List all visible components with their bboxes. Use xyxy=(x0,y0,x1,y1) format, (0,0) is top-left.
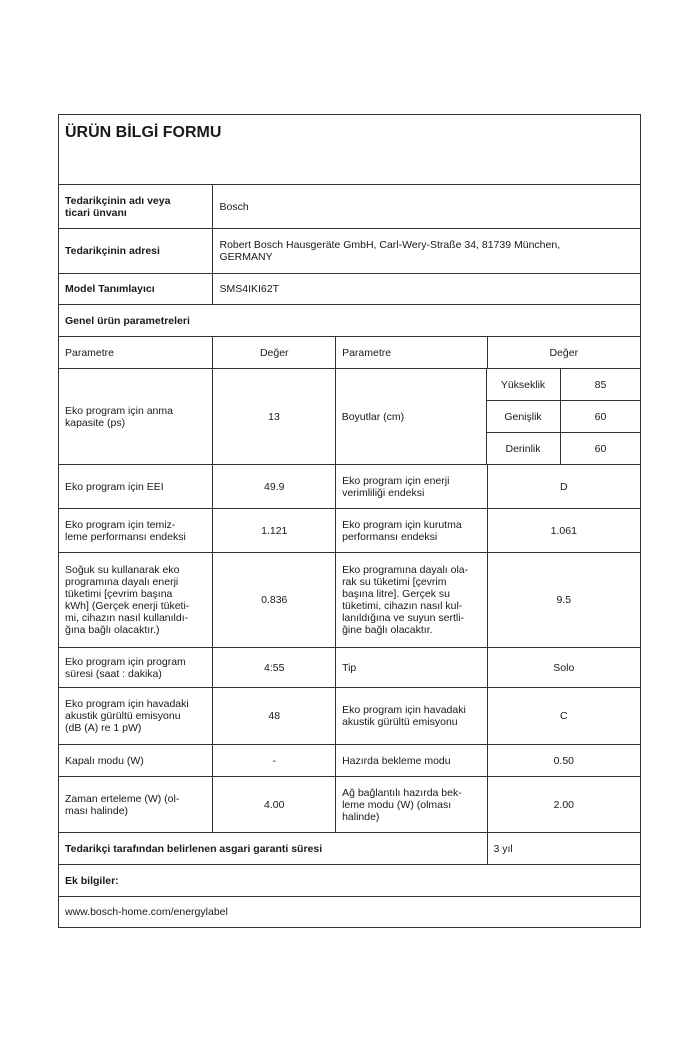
supplier-label: Tedarikçinin adı veya ticari ünvanı xyxy=(65,194,171,219)
param-value: C xyxy=(487,688,640,744)
param-label: Eko programına dayalı ola- rak su tüketimi [çevrim başına litre]. Gerçek su tüketimi, cihazın nasıl kul- lanıldığına ve suyun sertli- ğine bağlı olacaktır. xyxy=(335,553,486,647)
param-value: Solo xyxy=(487,648,640,687)
general-heading-row xyxy=(59,304,640,336)
table-row xyxy=(59,776,640,832)
param-label: Eko program için kurutma performansı endeksi xyxy=(335,509,486,552)
param-value: 4.00 xyxy=(212,777,335,832)
dimension-width-row xyxy=(487,400,641,432)
table-row xyxy=(59,464,640,508)
param-value: 1.121 xyxy=(212,509,335,552)
param-label: Zaman erteleme (W) (ol- ması halinde) xyxy=(65,792,180,817)
param-value: 0.836 xyxy=(212,553,335,647)
param-value: 1.061 xyxy=(487,509,640,552)
table-row xyxy=(59,552,640,647)
param-label: Eko program için program süresi (saat : dakika) xyxy=(65,655,186,680)
header-value-1: Değer xyxy=(212,337,335,368)
form-title-row xyxy=(59,115,640,184)
dimension-height-row xyxy=(487,369,641,400)
param-label: Tip xyxy=(335,648,486,687)
param-value: D xyxy=(487,465,640,508)
param-label: Eko program için havadaki akustik gürültü emisyonu xyxy=(335,688,486,744)
header-param-1: Parametre xyxy=(65,346,115,359)
dimension-value: 60 xyxy=(594,410,607,423)
warranty-value: 3 yıl xyxy=(487,833,641,864)
param-label: Eko program için temiz- leme performansı endeksi xyxy=(65,518,186,543)
table-row xyxy=(59,508,640,552)
dimension-name: Genişlik xyxy=(487,401,561,432)
table-row xyxy=(59,647,640,687)
param-value: 4:55 xyxy=(212,648,335,687)
param-value: 48 xyxy=(212,688,335,744)
table-row xyxy=(59,687,640,744)
param-value: - xyxy=(212,745,335,776)
param-value: 2.00 xyxy=(487,777,640,832)
dimensions-label: Boyutlar (cm) xyxy=(335,369,486,464)
param-value: 49.9 xyxy=(212,465,335,508)
param-label: Eko program için EEI xyxy=(65,480,164,493)
extra-info-label: Ek bilgiler: xyxy=(65,874,119,887)
capacity-label: Eko program için anma kapasite (ps) xyxy=(65,404,173,429)
header-row xyxy=(59,336,640,368)
model-row xyxy=(59,273,640,304)
dimension-name: Derinlik xyxy=(487,433,561,464)
param-label: Hazırda bekleme modu xyxy=(335,745,486,776)
param-value: 9.5 xyxy=(487,553,640,647)
supplier-row xyxy=(59,184,640,228)
dimensions-table xyxy=(486,369,640,464)
dimension-name: Yükseklik xyxy=(487,369,561,400)
param-label: Ağ bağlantılı hazırda bek- leme modu (W) (olması halinde) xyxy=(335,777,486,832)
warranty-label: Tedarikçi tarafından belirlenen asgari garanti süresi xyxy=(65,842,323,855)
param-value: 0.50 xyxy=(487,745,640,776)
supplier-value: Bosch xyxy=(212,185,640,228)
dimension-value: 60 xyxy=(594,442,607,455)
warranty-row xyxy=(59,832,640,864)
model-label: Model Tanımlayıcı xyxy=(65,283,155,295)
header-value-2: Değer xyxy=(487,337,640,368)
extra-url-row xyxy=(59,896,640,927)
header-param-2: Parametre xyxy=(335,337,486,368)
capacity-value: 13 xyxy=(212,369,334,464)
param-label: Eko program için enerji verimliliği endeksi xyxy=(335,465,486,508)
extra-info-row xyxy=(59,864,640,896)
table-row xyxy=(59,744,640,776)
dimension-depth-row xyxy=(487,432,641,464)
energy-label-link[interactable]: www.bosch-home.com/energylabel xyxy=(65,906,228,918)
form-title: ÜRÜN BİLGİ FORMU xyxy=(65,124,222,141)
address-label: Tedarikçinin adresi xyxy=(65,245,160,257)
capacity-dimensions-row xyxy=(59,368,640,464)
dimension-value: 85 xyxy=(594,378,607,391)
address-row xyxy=(59,228,640,273)
model-value: SMS4IKI62T xyxy=(212,274,640,304)
param-label: Soğuk su kullanarak eko programına dayalı enerji tüketimi [çevrim başına kWh] (Gerçek enerji tüketi- mi, cihazın nasıl kullanıldı- ğına bağlı olacaktır.) xyxy=(65,564,190,636)
general-heading: Genel ürün parametreleri xyxy=(65,314,190,327)
address-value: Robert Bosch Hausgeräte GmbH, Carl-Wery-Straße 34, 81739 München, GERMANY xyxy=(212,229,640,273)
param-label: Kapalı modu (W) xyxy=(65,754,144,767)
product-info-form xyxy=(58,114,641,928)
param-label: Eko program için havadaki akustik gürültü emisyonu (dB (A) re 1 pW) xyxy=(65,698,189,734)
